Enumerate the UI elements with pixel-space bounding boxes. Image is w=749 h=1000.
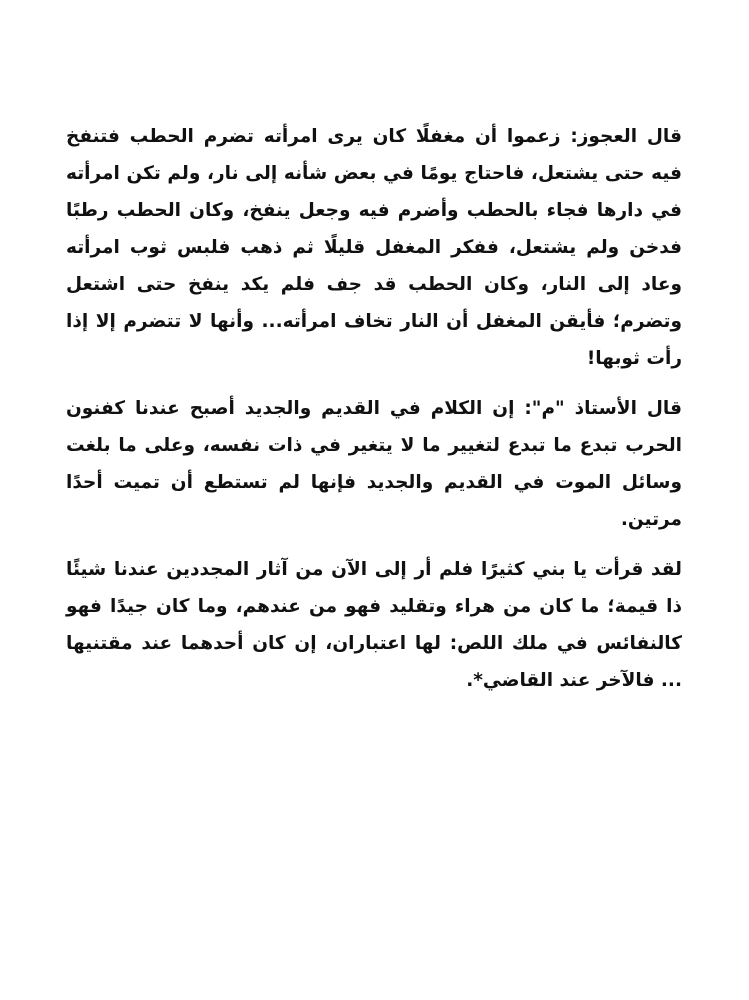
document-body — [66, 118, 682, 712]
paragraph-old-man-story: قال العجوز: زعموا أن مغفلًا كان يرى امرأته تضرم الحطب فتنفخ فيه حتى يشتعل، فاحتاج يومًا في بعض شأنه إلى نار، ولم تكن امرأته في دارها فجاء بالحطب وأضرم فيه وجعل ينفخ، وكان الحطب رطبًا فدخن ولم يشتعل، ففكر المغفل قليلًا ثم ذهب فلبس ثوب امرأته وعاد إلى النار، وكان الحطب قد جف فلم يكد ينفخ حتى اشتعل وتضرم؛ فأيقن المغفل أن النار تخاف امرأته... وأنها لا تتضرم إلا إذا رأت ثوبها! — [66, 126, 682, 369]
paragraph-modernists-remark: لقد قرأت يا بني كثيرًا فلم أر إلى الآن من آثار المجددين عندنا شيئًا ذا قيمة؛ ما كان من هراء وتقليد فهو من عندهم، وما كان جيدًا فهو كالنفائس في ملك اللص: لها اعتباران، إن كان أحدهما عند مقتنيها ... فالآخر عند القاضي*. — [66, 559, 682, 691]
paragraph-professor-quote: قال الأستاذ "م": إن الكلام في القديم والجديد أصبح عندنا كفنون الحرب تبدع ما تبدع لتغيير ما لا يتغير في ذات نفسه، وعلى ما بلغت وسائل الموت في القديم والجديد فإنها لم تستطع أن تميت أحدًا مرتين. — [66, 398, 682, 530]
